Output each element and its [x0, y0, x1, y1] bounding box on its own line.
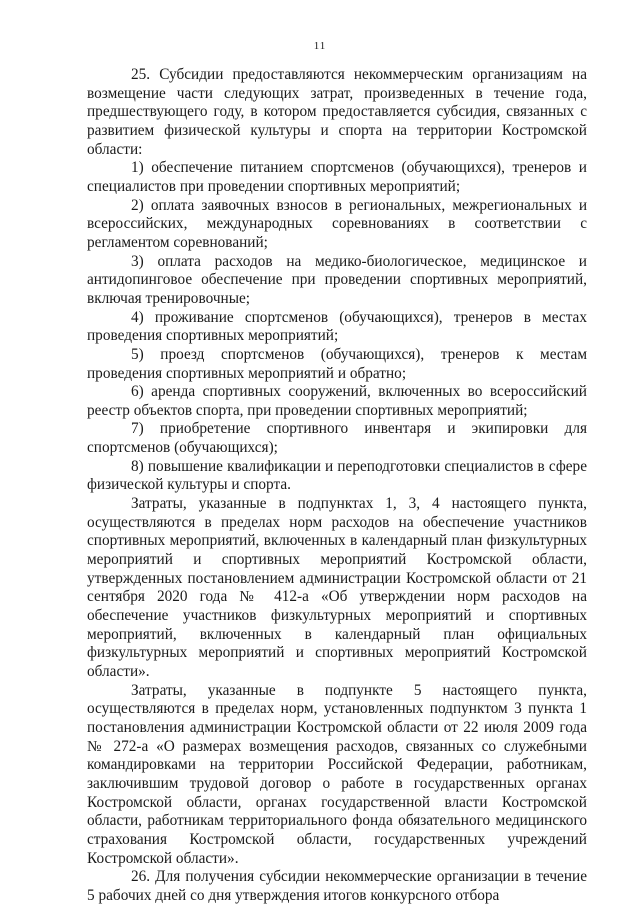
list-item-1: 1) обеспечение питанием спортсменов (обучающихся), тренеров и специалистов при проведении спортивных мероприятий;: [87, 159, 587, 195]
list-item-5: 5) проезд спортсменов (обучающихся), тренеров к местам проведения спортивных мероприятий и обратно;: [87, 345, 587, 382]
list-item-3: 3) оплата расходов на медико-биологическое, медицинское и антидопинговое обеспечение при проведении спортивных мероприятий, включая тренировочные;: [87, 252, 587, 307]
paragraph-25-intro: 25. Субсидии предоставляются некоммерческим организациям на возмещение части следующих затрат, произведенных в течение года, предшествующего году, в котором предоставляется субсидия, связанных с развитием физической культуры и спорта на территории Костромской области:: [87, 66, 587, 158]
paragraph-costs-1-3-4: Затраты, указанные в подпунктах 1, 3, 4 настоящего пункта, осуществляются в пределах норм расходов на обеспечение участников спортивных мероприятий, включенных в календарный план физкультурных мероприятий и спортивных мероприятий Костромской области, утвержденных постановлением администрации Костромской области от 21 сентября 2020 года № 412-а «Об утверждении норм расходов на обеспечение участников физкультурных мероприятий и спортивных мероприятий, включенных в календарный план официальных физкультурных мероприятий и спортивных мероприятий Костромской области».: [87, 495, 587, 680]
document-body: [87, 66, 587, 906]
list-item-6: 6) аренда спортивных сооружений, включенных во всероссийский реестр объектов спорта, при проведении спортивных мероприятий;: [87, 383, 587, 419]
paragraph-26: 26. Для получения субсидии некоммерческие организации в течение 5 рабочих дней со дня утверждения итогов конкурсного отбора: [87, 868, 587, 904]
list-item-8: 8) повышение квалификации и переподготовки специалистов в сфере физической культуры и спорта.: [87, 457, 587, 494]
list-item-4: 4) проживание спортсменов (обучающихся), тренеров в местах проведения спортивных мероприятий;: [87, 308, 587, 345]
list-item-7: 7) приобретение спортивного инвентаря и экипировки для спортсменов (обучающихся);: [87, 420, 587, 457]
page-number: 11: [313, 40, 327, 52]
list-item-2: 2) оплата заявочных взносов в региональных, межрегиональных и всероссийских, международных соревнованиях в соответствии с регламентом соревнований;: [87, 196, 587, 251]
paragraph-costs-5: Затраты, указанные в подпункте 5 настоящего пункта, осуществляются в пределах норм, установленных подпунктом 3 пункта 1 постановления администрации Костромской области от 22 июля 2009 года № 272-а «О размерах возмещения расходов, связанных со служебными командировками на территории Российской Федерации, работникам, заключившим трудовой договор о работе в государственных органах Костромской области, органах государственной власти Костромской области, работникам территориального фонда обязательного медицинского страхования Костромской области, государственных учреждений Костромской области».: [87, 681, 587, 867]
